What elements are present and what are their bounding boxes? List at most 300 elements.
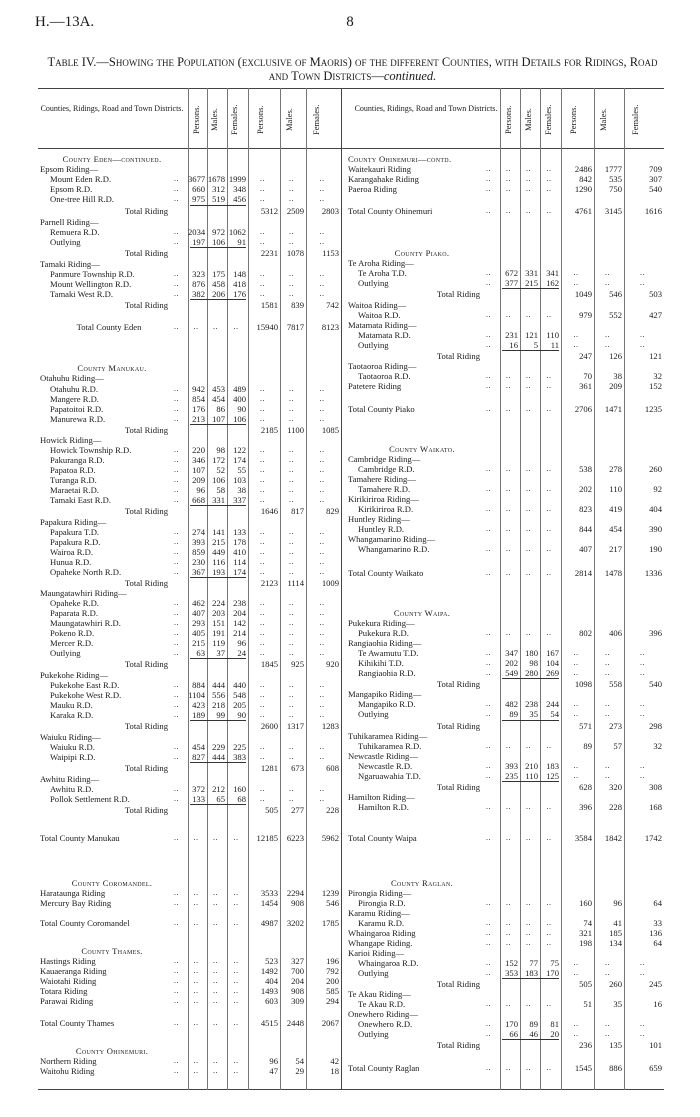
detail-persons-cell: 372 bbox=[192, 784, 205, 794]
empty-cell-dots: .. bbox=[289, 279, 294, 288]
empty-cell-dots: .. bbox=[506, 464, 511, 473]
detail-females-cell: 269 bbox=[546, 668, 559, 678]
total-males-cell: 700 bbox=[291, 966, 304, 976]
empty-cell-dots: .. bbox=[319, 194, 325, 203]
detail-males-cell: 210 bbox=[525, 761, 538, 771]
total-males-cell: 7817 bbox=[286, 322, 304, 332]
total-males-cell: 673 bbox=[291, 763, 304, 773]
empty-cell-dots: .. bbox=[605, 699, 610, 708]
empty-cell-dots: .. bbox=[260, 752, 265, 761]
empty-cell-dots: .. bbox=[546, 938, 552, 947]
empty-cell-dots: .. bbox=[640, 709, 645, 718]
leader-dots: .. bbox=[486, 1029, 491, 1038]
empty-cell-dots: .. bbox=[289, 598, 294, 607]
total-females-cell: 245 bbox=[649, 979, 662, 989]
left-table-row bbox=[38, 578, 664, 588]
empty-cell-dots: .. bbox=[506, 174, 511, 183]
total-females-cell: 1785 bbox=[321, 918, 339, 928]
total-persons-cell: 321 bbox=[579, 928, 592, 938]
total-males-cell: 135 bbox=[609, 1040, 622, 1050]
empty-cell-dots: .. bbox=[526, 206, 531, 215]
right-table-row bbox=[38, 668, 664, 678]
right-table-row bbox=[38, 968, 664, 978]
total-persons-cell: 2185 bbox=[260, 425, 278, 435]
row-label: Totara Riding bbox=[40, 986, 88, 996]
empty-cell-dots: .. bbox=[546, 524, 552, 533]
row-label: Total Riding bbox=[436, 351, 480, 361]
row-label: Pukekura Riding— bbox=[348, 618, 415, 628]
empty-cell-dots: .. bbox=[319, 567, 325, 576]
empty-cell-dots: .. bbox=[546, 484, 552, 493]
row-label: Total County Eden bbox=[76, 322, 142, 332]
total-males-cell: 3145 bbox=[604, 206, 622, 216]
row-label: Total Riding bbox=[436, 979, 480, 989]
empty-cell-dots: .. bbox=[605, 658, 610, 667]
empty-cell-dots: .. bbox=[260, 557, 265, 566]
row-label: Pukekura R.D. bbox=[358, 628, 409, 638]
empty-cell-dots: .. bbox=[213, 1018, 218, 1027]
empty-cell-dots: .. bbox=[289, 237, 294, 246]
right-table-row bbox=[38, 1029, 664, 1039]
total-females-cell: 152 bbox=[649, 381, 662, 391]
detail-persons-cell: 63 bbox=[196, 648, 205, 658]
empty-cell-dots: .. bbox=[640, 648, 645, 657]
detail-females-cell: 103 bbox=[233, 475, 246, 485]
empty-cell-dots: .. bbox=[526, 371, 531, 380]
row-label: Maraetai R.D. bbox=[50, 485, 99, 495]
total-males-cell: 546 bbox=[609, 289, 622, 299]
total-persons-cell: 89 bbox=[583, 741, 592, 751]
total-persons-cell: 407 bbox=[579, 544, 592, 554]
empty-cell-dots: .. bbox=[260, 648, 265, 657]
row-label: Te Aroha T.D. bbox=[358, 268, 407, 278]
leader-dots: .. bbox=[486, 268, 491, 277]
detail-males-cell: 453 bbox=[212, 384, 225, 394]
empty-cell-dots: .. bbox=[506, 381, 511, 390]
detail-males-cell: 106 bbox=[212, 475, 225, 485]
row-label: Papakura Riding— bbox=[40, 517, 107, 527]
row-label: Newcastle R.D. bbox=[358, 761, 413, 771]
empty-cell-dots: .. bbox=[260, 269, 265, 278]
detail-females-cell: 204 bbox=[233, 608, 246, 618]
empty-cell-dots: .. bbox=[260, 618, 265, 627]
total-males-cell: 277 bbox=[291, 805, 304, 815]
row-label: Outlying bbox=[358, 340, 389, 350]
leader-dots: .. bbox=[174, 194, 179, 203]
row-label: Mount Wellington R.D. bbox=[50, 279, 132, 289]
total-females-cell: 920 bbox=[326, 659, 339, 669]
detail-females-cell: 91 bbox=[237, 237, 246, 247]
empty-cell-dots: .. bbox=[640, 340, 645, 349]
leader-dots: .. bbox=[174, 394, 179, 403]
row-label: Papakura R.D. bbox=[50, 537, 101, 547]
empty-cell-dots: .. bbox=[289, 680, 294, 689]
left-females-b-header: Females. bbox=[311, 104, 321, 136]
empty-cell-dots: .. bbox=[289, 628, 294, 637]
empty-cell-dots: .. bbox=[289, 742, 294, 751]
detail-persons-cell: 668 bbox=[192, 495, 205, 505]
row-label: County Ohinemuri. bbox=[75, 1046, 149, 1056]
leader-dots: .. bbox=[174, 1066, 179, 1075]
right-table-row bbox=[38, 289, 664, 299]
total-males-cell: 750 bbox=[609, 184, 622, 194]
total-females-cell: 1239 bbox=[321, 888, 339, 898]
row-label: Waipipi R.D. bbox=[50, 752, 96, 762]
row-label: Northern Riding bbox=[40, 1056, 97, 1066]
detail-females-cell: 337 bbox=[233, 495, 246, 505]
left-males-b-header: Males. bbox=[284, 108, 294, 132]
empty-cell-dots: .. bbox=[319, 680, 325, 689]
total-females-cell: 260 bbox=[649, 464, 662, 474]
empty-cell-dots: .. bbox=[640, 761, 645, 770]
leader-dots: .. bbox=[174, 279, 179, 288]
leader-dots: .. bbox=[486, 484, 491, 493]
row-label: Te Aroha Riding— bbox=[348, 258, 414, 268]
empty-cell-dots: .. bbox=[640, 1019, 645, 1028]
detail-males-cell: 99 bbox=[216, 710, 225, 720]
total-females-cell: 585 bbox=[326, 986, 339, 996]
empty-cell-dots: .. bbox=[289, 638, 294, 647]
empty-cell-dots: .. bbox=[233, 966, 239, 975]
detail-persons-cell: 382 bbox=[192, 289, 205, 299]
total-males-cell: 320 bbox=[609, 782, 622, 792]
row-label: Taotaoroa Riding— bbox=[348, 361, 417, 371]
detail-females-cell: 225 bbox=[233, 742, 246, 752]
empty-cell-dots: .. bbox=[193, 986, 199, 995]
leader-dots: .. bbox=[486, 741, 491, 750]
total-females-cell: 2067 bbox=[321, 1018, 339, 1028]
right-table-row bbox=[38, 361, 664, 371]
leader-dots: .. bbox=[174, 557, 179, 566]
leader-dots: .. bbox=[174, 996, 179, 1005]
total-females-cell: 659 bbox=[649, 1063, 662, 1073]
empty-cell-dots: .. bbox=[289, 174, 294, 183]
detail-persons-cell: 347 bbox=[505, 648, 518, 658]
right-table-row bbox=[38, 638, 664, 648]
leader-dots: .. bbox=[486, 504, 491, 513]
total-persons-cell: 628 bbox=[579, 782, 592, 792]
row-label: Huntley R.D. bbox=[358, 524, 405, 534]
total-persons-cell: 1845 bbox=[260, 659, 278, 669]
right-table-row bbox=[38, 771, 664, 781]
total-persons-cell: 2486 bbox=[574, 164, 592, 174]
detail-females-cell: 122 bbox=[233, 445, 246, 455]
empty-cell-dots: .. bbox=[546, 999, 552, 1008]
right-table-row bbox=[38, 802, 664, 812]
row-label: Outlying bbox=[358, 709, 389, 719]
empty-cell-dots: .. bbox=[605, 340, 610, 349]
detail-persons-cell: 672 bbox=[505, 268, 518, 278]
leader-dots: .. bbox=[174, 976, 179, 985]
detail-persons-cell: 393 bbox=[192, 537, 205, 547]
left-table-row bbox=[38, 237, 664, 247]
detail-females-cell: 20 bbox=[550, 1029, 559, 1039]
empty-cell-dots: .. bbox=[506, 404, 511, 413]
empty-cell-dots: .. bbox=[289, 445, 294, 454]
total-females-cell: 5962 bbox=[321, 833, 339, 843]
leader-dots: .. bbox=[174, 898, 179, 907]
empty-cell-dots: .. bbox=[546, 184, 552, 193]
detail-males-cell: 212 bbox=[212, 784, 225, 794]
detail-males-cell: 229 bbox=[212, 742, 225, 752]
table-title-prefix: Table IV. bbox=[47, 55, 97, 69]
table-title-suffix: continued. bbox=[383, 69, 437, 83]
row-label: Ngaruawahia T.D. bbox=[358, 771, 421, 781]
row-label: Tamahere Riding— bbox=[348, 474, 416, 484]
leader-dots: .. bbox=[174, 648, 179, 657]
total-females-cell: 64 bbox=[653, 898, 662, 908]
right-table-row bbox=[38, 628, 664, 638]
empty-cell-dots: .. bbox=[506, 484, 511, 493]
right-table-row bbox=[38, 751, 664, 761]
row-label: Total Riding bbox=[124, 425, 168, 435]
row-label: Howick Riding— bbox=[40, 435, 102, 445]
total-males-cell: 419 bbox=[609, 504, 622, 514]
detail-males-cell: 65 bbox=[216, 794, 225, 804]
left-name-header: Counties, Ridings, Road and Town Districts. bbox=[40, 104, 184, 113]
empty-cell-dots: .. bbox=[526, 484, 531, 493]
empty-cell-dots: .. bbox=[260, 527, 265, 536]
total-persons-cell: 1281 bbox=[260, 763, 278, 773]
row-label: Parawai Riding bbox=[40, 996, 94, 1006]
right-table-row bbox=[38, 928, 664, 938]
total-males-cell: 1100 bbox=[287, 425, 304, 435]
empty-cell-dots: .. bbox=[319, 784, 325, 793]
empty-cell-dots: .. bbox=[526, 918, 531, 927]
leader-dots: .. bbox=[174, 455, 179, 464]
empty-cell-dots: .. bbox=[506, 898, 511, 907]
subtotal-rule bbox=[502, 978, 559, 979]
empty-cell-dots: .. bbox=[319, 475, 325, 484]
empty-cell-dots: .. bbox=[213, 1066, 218, 1075]
empty-cell-dots: .. bbox=[319, 742, 325, 751]
empty-cell-dots: .. bbox=[289, 618, 294, 627]
leader-dots: .. bbox=[486, 658, 491, 667]
total-females-cell: 1009 bbox=[321, 578, 339, 588]
empty-cell-dots: .. bbox=[213, 966, 218, 975]
row-label: County Eden—continued. bbox=[62, 154, 162, 164]
detail-females-cell: 90 bbox=[237, 710, 246, 720]
empty-cell-dots: .. bbox=[546, 741, 552, 750]
table-bottom-rule bbox=[38, 1089, 664, 1090]
detail-females-cell: 174 bbox=[233, 455, 246, 465]
left-table-row bbox=[38, 425, 664, 435]
total-females-cell: 196 bbox=[326, 956, 339, 966]
empty-cell-dots: .. bbox=[213, 888, 218, 897]
total-persons-cell: 12185 bbox=[256, 833, 278, 843]
empty-cell-dots: .. bbox=[546, 404, 552, 413]
empty-cell-dots: .. bbox=[546, 898, 552, 907]
empty-cell-dots: .. bbox=[546, 381, 552, 390]
empty-cell-dots: .. bbox=[319, 174, 325, 183]
leader-dots: .. bbox=[174, 1056, 179, 1065]
right-table-row bbox=[38, 918, 664, 928]
empty-cell-dots: .. bbox=[526, 404, 531, 413]
empty-cell-dots: .. bbox=[260, 495, 265, 504]
leader-dots: .. bbox=[174, 384, 179, 393]
detail-females-cell: 114 bbox=[233, 557, 246, 567]
empty-cell-dots: .. bbox=[319, 638, 325, 647]
empty-cell-dots: .. bbox=[233, 1066, 239, 1075]
right-table-row bbox=[38, 731, 664, 741]
detail-females-cell: 489 bbox=[233, 384, 246, 394]
detail-males-cell: 110 bbox=[525, 771, 538, 781]
detail-males-cell: 454 bbox=[212, 394, 225, 404]
total-males-cell: 110 bbox=[609, 484, 622, 494]
row-label: Tamaki West R.D. bbox=[50, 289, 113, 299]
empty-cell-dots: .. bbox=[605, 268, 610, 277]
right-table-row bbox=[38, 320, 664, 330]
total-females-cell: 1336 bbox=[644, 568, 662, 578]
empty-cell-dots: .. bbox=[233, 996, 239, 1005]
right-table-row bbox=[38, 608, 664, 618]
total-females-cell: 18 bbox=[330, 1066, 339, 1076]
empty-cell-dots: .. bbox=[319, 527, 325, 536]
leader-dots: .. bbox=[486, 699, 491, 708]
row-label: Onewhero R.D. bbox=[358, 1019, 413, 1029]
empty-cell-dots: .. bbox=[640, 771, 645, 780]
total-females-cell: 307 bbox=[649, 174, 662, 184]
detail-persons-cell: 176 bbox=[192, 404, 205, 414]
empty-cell-dots: .. bbox=[193, 1066, 199, 1075]
leader-dots: .. bbox=[486, 524, 491, 533]
detail-females-cell: 167 bbox=[546, 648, 559, 658]
leader-dots: .. bbox=[174, 628, 179, 637]
total-females-cell: 1616 bbox=[644, 206, 662, 216]
right-table-row bbox=[38, 164, 664, 174]
total-females-cell: 503 bbox=[649, 289, 662, 299]
right-table-row bbox=[38, 1019, 664, 1029]
right-table-row bbox=[38, 524, 664, 534]
detail-females-cell: 170 bbox=[546, 968, 559, 978]
total-persons-cell: 2600 bbox=[260, 721, 278, 731]
total-males-cell: 228 bbox=[609, 802, 622, 812]
total-persons-cell: 47 bbox=[269, 1066, 278, 1076]
total-males-cell: 41 bbox=[613, 918, 622, 928]
detail-females-cell: 1062 bbox=[228, 227, 246, 237]
row-label: Outlying bbox=[358, 968, 389, 978]
detail-persons-cell: 323 bbox=[192, 269, 205, 279]
total-persons-cell: 842 bbox=[579, 174, 592, 184]
total-males-cell: 29 bbox=[295, 1066, 304, 1076]
empty-cell-dots: .. bbox=[193, 898, 199, 907]
detail-females-cell: 38 bbox=[237, 485, 246, 495]
row-label: Matamata R.D. bbox=[358, 330, 411, 340]
detail-females-cell: 456 bbox=[233, 194, 246, 204]
row-label: Mercer R.D. bbox=[50, 638, 94, 648]
empty-cell-dots: .. bbox=[546, 1063, 552, 1072]
right-table-row bbox=[38, 484, 664, 494]
detail-persons-cell: 367 bbox=[192, 567, 205, 577]
row-label: Mount Eden R.D. bbox=[50, 174, 112, 184]
total-males-cell: 817 bbox=[291, 506, 304, 516]
empty-cell-dots: .. bbox=[260, 414, 265, 423]
total-persons-cell: 538 bbox=[579, 464, 592, 474]
empty-cell-dots: .. bbox=[319, 628, 325, 637]
empty-cell-dots: .. bbox=[319, 269, 325, 278]
row-label: Total Riding bbox=[436, 721, 480, 731]
leader-dots: .. bbox=[174, 833, 179, 842]
leader-dots: .. bbox=[174, 700, 179, 709]
detail-persons-cell: 549 bbox=[505, 668, 518, 678]
empty-cell-dots: .. bbox=[526, 833, 531, 842]
total-males-cell: 260 bbox=[609, 979, 622, 989]
leader-dots: .. bbox=[174, 527, 179, 536]
right-females-a-header: Females. bbox=[543, 104, 553, 136]
detail-males-cell: 519 bbox=[212, 194, 225, 204]
total-males-cell: 1471 bbox=[604, 404, 622, 414]
right-table-row bbox=[38, 1009, 664, 1019]
row-label: Total County Manukau bbox=[40, 833, 120, 843]
leader-dots: .. bbox=[174, 956, 179, 965]
total-females-cell: 396 bbox=[649, 628, 662, 638]
row-label: Total County Waipa bbox=[348, 833, 417, 843]
empty-cell-dots: .. bbox=[526, 1063, 531, 1072]
total-males-cell: 54 bbox=[295, 1056, 304, 1066]
empty-cell-dots: .. bbox=[506, 938, 511, 947]
detail-males-cell: 193 bbox=[212, 567, 225, 577]
row-label: Pukekohe Riding— bbox=[40, 670, 109, 680]
detail-females-cell: 106 bbox=[233, 414, 246, 424]
empty-cell-dots: .. bbox=[289, 608, 294, 617]
row-label: Mangere R.D. bbox=[50, 394, 99, 404]
leader-dots: .. bbox=[486, 330, 491, 339]
row-label: Papatoa R.D. bbox=[50, 465, 96, 475]
right-table-row bbox=[38, 310, 664, 320]
empty-cell-dots: .. bbox=[546, 928, 552, 937]
total-males-cell: 6223 bbox=[286, 833, 304, 843]
subtotal-rule bbox=[502, 678, 559, 679]
empty-cell-dots: .. bbox=[319, 279, 325, 288]
row-label: Waitoa R.D. bbox=[358, 310, 401, 320]
leader-dots: .. bbox=[486, 206, 491, 215]
row-label: Karioi Riding— bbox=[348, 948, 405, 958]
empty-cell-dots: .. bbox=[526, 898, 531, 907]
row-label: Whangamarino Riding— bbox=[348, 534, 436, 544]
detail-persons-cell: 1104 bbox=[188, 690, 205, 700]
empty-cell-dots: .. bbox=[546, 802, 552, 811]
right-table-row bbox=[38, 782, 664, 792]
total-males-cell: 552 bbox=[609, 310, 622, 320]
empty-cell-dots: .. bbox=[289, 557, 294, 566]
empty-cell-dots: .. bbox=[233, 888, 239, 897]
row-label: Tuhikaramea Riding— bbox=[348, 731, 428, 741]
total-males-cell: 1317 bbox=[286, 721, 304, 731]
empty-cell-dots: .. bbox=[319, 404, 325, 413]
row-label: One-tree Hill R.D. bbox=[50, 194, 114, 204]
total-males-cell: 38 bbox=[613, 371, 622, 381]
total-persons-cell: 4761 bbox=[574, 206, 592, 216]
detail-persons-cell: 407 bbox=[192, 608, 205, 618]
right-table-row bbox=[38, 679, 664, 689]
right-table-row bbox=[38, 174, 664, 184]
empty-cell-dots: .. bbox=[289, 567, 294, 576]
total-persons-cell: 361 bbox=[579, 381, 592, 391]
row-label: Total Riding bbox=[436, 289, 480, 299]
row-label: Total County Piako bbox=[348, 404, 415, 414]
empty-cell-dots: .. bbox=[605, 761, 610, 770]
row-label: Total Riding bbox=[124, 300, 168, 310]
right-table-row bbox=[38, 689, 664, 699]
left-males-a-header: Males. bbox=[209, 108, 219, 132]
row-label: County Waikato. bbox=[389, 444, 455, 454]
detail-males-cell: 89 bbox=[529, 1019, 538, 1029]
detail-females-cell: 548 bbox=[233, 690, 246, 700]
empty-cell-dots: .. bbox=[319, 394, 325, 403]
right-table-row bbox=[38, 351, 664, 361]
detail-females-cell: 418 bbox=[233, 279, 246, 289]
empty-cell-dots: .. bbox=[260, 279, 265, 288]
